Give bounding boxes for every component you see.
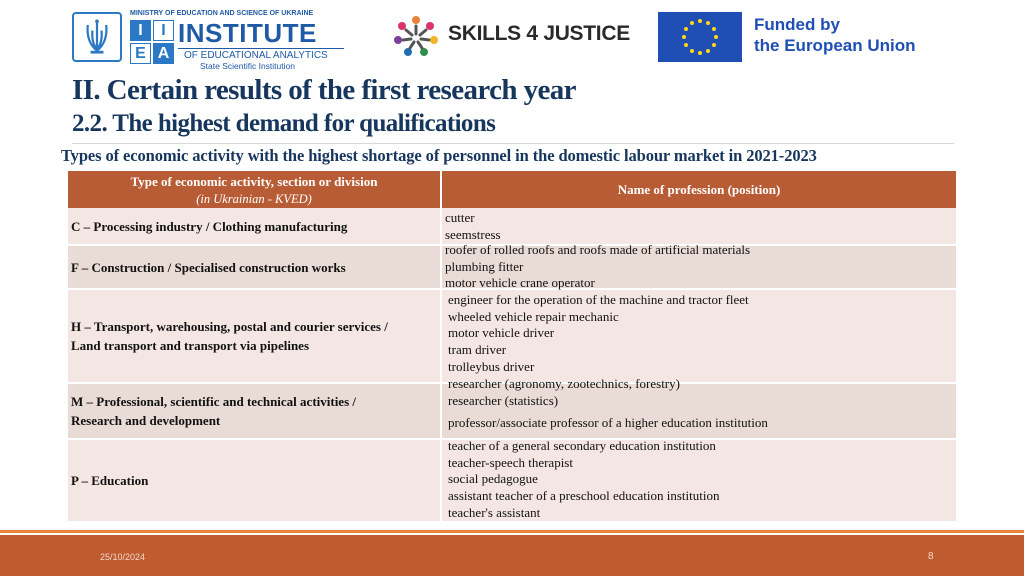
- iea-letter-grid: [130, 20, 174, 64]
- iea-letter: A: [153, 43, 174, 64]
- profession-item: teacher-speech therapist: [448, 454, 573, 470]
- page-number: 8: [928, 551, 934, 562]
- profession-item: seemstress: [445, 226, 501, 242]
- iea-letter: I: [130, 20, 151, 41]
- activity-cell: [68, 440, 440, 521]
- profession-item: plumbing fitter: [445, 258, 524, 274]
- profession-cell: [442, 290, 956, 382]
- qualifications-table: [68, 171, 956, 521]
- profession-item: motor vehicle crane operator: [445, 275, 595, 291]
- table-header-profession: [442, 171, 956, 208]
- profession-item: trolleybus driver: [448, 358, 535, 374]
- activity-text: P – Education: [71, 473, 149, 488]
- skills4justice-people-icon: [390, 12, 442, 58]
- iea-divider: [178, 48, 344, 49]
- activity-text-line: M – Professional, scientific and technical activities /: [71, 394, 356, 409]
- ukraine-trident-icon: [72, 12, 122, 62]
- slide-title: II. Certain results of the first research year: [72, 74, 576, 106]
- footer-date: 25/10/2024: [100, 552, 146, 562]
- activity-text: C – Processing industry / Clothing manufacturing: [71, 218, 348, 234]
- eu-funding-logo: [658, 12, 948, 62]
- iea-letter: E: [130, 43, 151, 64]
- eu-line2: the European Union: [754, 36, 916, 55]
- activity-cell: [68, 208, 440, 244]
- activity-cell: [68, 246, 440, 288]
- table-caption: Types of economic activity with the highest shortage of personnel in the domestic labour market in 2021-2023: [61, 146, 817, 165]
- activity-cell: [68, 384, 440, 438]
- skills4justice-text: SKILLS 4 JUSTICE: [448, 22, 630, 45]
- iea-institute-text: INSTITUTE: [178, 18, 317, 48]
- profession-item: assistant teacher of a preschool education institution: [448, 488, 720, 504]
- activity-text-line: Research and development: [71, 413, 221, 428]
- eu-funding-text: [754, 14, 916, 56]
- table-header-activity: [68, 171, 440, 208]
- profession-cell: [442, 376, 956, 438]
- header-profession-label: Name of profession (position): [617, 182, 781, 197]
- profession-cell: [442, 242, 956, 291]
- eu-line1: Funded by: [754, 15, 840, 34]
- activity-cell: [68, 290, 440, 382]
- footer-accent-strip: [0, 530, 1024, 533]
- activity-text: F – Construction / Specialised construction works: [71, 259, 346, 275]
- title-divider: [72, 143, 954, 144]
- eu-flag-icon: [658, 12, 742, 62]
- skills4justice-logo: [390, 12, 630, 58]
- profession-item: professor/associate professor of a higher education institution: [448, 415, 768, 431]
- header-activity-note: (in Ukrainian - KVED): [196, 192, 312, 206]
- profession-item: engineer for the operation of the machine and tractor fleet: [448, 292, 749, 307]
- profession-item: social pedagogue: [448, 471, 538, 487]
- activity-text-line: Land transport and transport via pipelines: [71, 338, 310, 353]
- slide-subtitle: 2.2. The highest demand for qualifications: [72, 110, 496, 137]
- profession-item: roofer of rolled roofs and roofs made of artificial materials: [445, 242, 751, 257]
- profession-item: teacher of a general secondary education institution: [448, 438, 716, 453]
- iea-letter: I: [153, 20, 174, 41]
- profession-item: teacher's assistant: [448, 504, 541, 520]
- profession-item: motor vehicle driver: [448, 325, 555, 341]
- profession-item: cutter: [445, 210, 475, 225]
- profession-item: wheeled vehicle repair mechanic: [448, 308, 619, 324]
- activity-text-line: H – Transport, warehousing, postal and courier services /: [71, 319, 388, 334]
- profession-cell: [442, 208, 956, 244]
- iea-analytics-text: OF EDUCATIONAL ANALYTICS: [184, 50, 328, 61]
- profession-cell: [442, 440, 956, 521]
- profession-item: researcher (statistics): [448, 392, 559, 408]
- iea-ministry-text: MINISTRY OF EDUCATION AND SCIENCE OF UKRAINE: [130, 10, 314, 17]
- header-activity-label: Type of economic activity, section or division: [130, 174, 378, 189]
- slide-footer: [0, 535, 1024, 576]
- institute-logo: [72, 10, 344, 71]
- profession-item: researcher (agronomy, zootechnics, forestry): [448, 376, 680, 391]
- iea-state-text: State Scientific Institution: [200, 61, 295, 71]
- profession-item: tram driver: [448, 342, 507, 358]
